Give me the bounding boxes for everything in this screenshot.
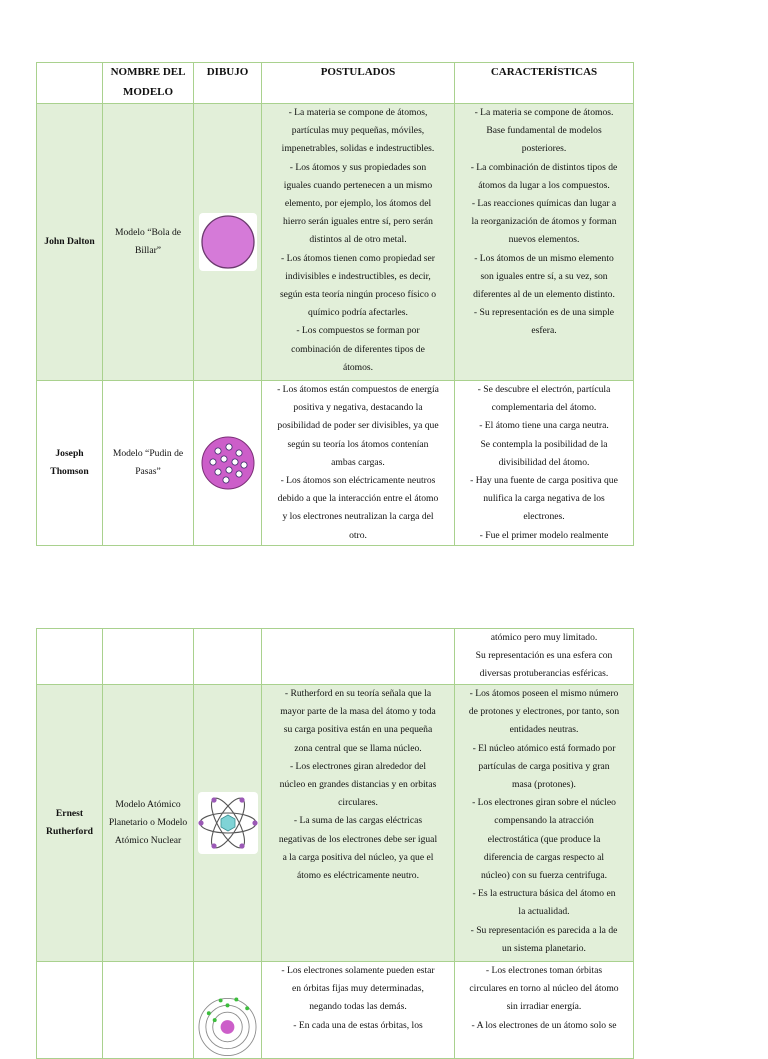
text-line: - La suma de las cargas eléctricas <box>293 815 423 827</box>
text-line: ambas cargas. <box>331 456 385 468</box>
text-line: masa (protones). <box>512 779 576 791</box>
text-line: posibilidad de poder ser divisibles, ya que <box>277 420 439 432</box>
text-line: entidades neutras. <box>509 724 579 736</box>
text-line: negativas de los electrones debe ser igual <box>278 833 438 845</box>
text-line: partículas muy pequeñas, móviles, <box>291 125 425 137</box>
text-line: distintos al de otro metal. <box>309 234 407 246</box>
text-line: - Los electrones giran alrededor del <box>289 760 427 772</box>
header-characteristics: CARACTERÍSTICAS <box>455 63 634 104</box>
text-line: sin irradiar energía. <box>506 1001 582 1013</box>
text-line: - El átomo tiene una carga neutra. <box>479 420 609 432</box>
header-scientist <box>37 63 103 104</box>
text-line: - La materia se compone de átomos, <box>288 107 428 118</box>
text-line: - Su representación es de una simple <box>473 307 615 319</box>
text-line: núcleo en grandes distancias y en orbitas <box>279 779 437 791</box>
characteristics-cell <box>455 629 634 685</box>
scientist-name: John Dalton <box>37 104 103 381</box>
text-line: - Rutherford en su teoría señala que la <box>284 688 432 699</box>
characteristics-cell <box>455 104 634 381</box>
text-line: elemento, por ejemplo, los átomos del <box>284 198 432 210</box>
text-line: negando todas las demás. <box>309 1001 407 1013</box>
header-postulates: POSTULADOS <box>262 63 455 104</box>
table-row-rutherford <box>37 685 634 962</box>
text-line: - Los compuestos se forman por <box>296 325 420 337</box>
text-line: - Hay una fuente de carga positiva que <box>470 475 618 487</box>
text-line: la reorganización de átomos y forman <box>471 216 617 228</box>
characteristics-cell <box>455 381 634 546</box>
text-line: diferencia de cargas respecto al <box>483 851 605 863</box>
table-row-thomson-continued <box>37 629 634 685</box>
text-line: circulares. <box>338 797 378 809</box>
text-line: son iguales entre sí, a su vez, son <box>480 270 608 282</box>
text-line: - Los electrones toman órbitas <box>485 965 603 976</box>
postulates-cell <box>262 104 455 381</box>
text-line: su carga positiva están en una pequeña <box>283 724 433 736</box>
table-header-row <box>37 63 634 104</box>
billiard-ball-atom-icon <box>199 213 257 271</box>
text-line: - La combinación de distintos tipos de <box>470 161 618 173</box>
model-drawing <box>194 685 262 962</box>
text-line: la actualidad. <box>518 906 570 918</box>
text-line: circulares en torno al núcleo del átomo <box>469 983 619 995</box>
text-line: electrones. <box>523 511 565 523</box>
model-name: Modelo “Pudin de Pasas” <box>103 381 194 546</box>
text-line: complementaria del átomo. <box>491 402 597 414</box>
model-drawing <box>194 962 262 1059</box>
text-line: compensando la atracción <box>494 815 594 827</box>
text-line: según esta teoría ningún proceso físico o <box>279 289 437 301</box>
text-line: en órbitas fijas muy determinadas, <box>292 983 424 995</box>
text-line: átomos da lugar a los compuestos. <box>478 179 610 191</box>
scientist-name <box>37 962 103 1059</box>
text-line: atómico pero muy limitado. <box>490 632 598 643</box>
text-line: - Es la estructura básica del átomo en <box>472 888 616 900</box>
text-line: impenetrables, solidas e indestructibles. <box>281 143 435 155</box>
text-line: - Los átomos tienen como propiedad ser <box>281 252 435 264</box>
postulates-cell <box>262 685 455 962</box>
text-line: hierro serán iguales entre sí, pero serán <box>283 216 433 228</box>
postulates-cell <box>262 381 455 546</box>
text-line: divisibilidad del átomo. <box>498 456 590 468</box>
text-line: combinación de diferentes tipos de <box>291 343 425 355</box>
postulates-cell <box>262 962 455 1059</box>
model-drawing <box>194 104 262 381</box>
text-line: - A los electrones de un átomo solo se <box>471 1019 617 1031</box>
text-line: - Se descubre el electrón, partícula <box>477 384 611 395</box>
table-row-bohr <box>37 962 634 1059</box>
text-line: núcleo) con su fuerza centrifuga. <box>481 870 607 882</box>
text-line: zona central que se llama núcleo. <box>294 742 422 754</box>
atomic-models-table-continued <box>36 628 634 1059</box>
model-drawing <box>194 381 262 546</box>
text-line: - La materia se compone de átomos. <box>474 107 614 118</box>
text-line: diversas protuberancias esféricas. <box>479 668 609 680</box>
table-row-dalton <box>37 104 634 381</box>
scientist-name: Joseph Thomson <box>37 381 103 546</box>
characteristics-cell <box>455 685 634 962</box>
model-name: Modelo “Bola de Billar” <box>103 104 194 381</box>
text-line: según su teoría los átomos contenían <box>287 438 429 450</box>
text-line: nulifica la carga negativa de los <box>483 493 605 505</box>
text-line: diferentes al de un elemento distinto. <box>473 289 615 301</box>
characteristics-cell <box>455 962 634 1059</box>
atomic-models-table <box>36 62 634 546</box>
text-line: átomos. <box>342 361 374 373</box>
bohr-orbit-atom-icon <box>197 996 258 1058</box>
text-line: - Las reacciones químicas dan lugar a <box>471 198 617 210</box>
text-line: químico podría afectarles. <box>308 307 408 319</box>
plum-pudding-atom-icon <box>199 434 257 492</box>
header-drawing: DIBUJO <box>194 63 262 104</box>
nuclear-atom-icon <box>198 792 258 854</box>
text-line: Base fundamental de modelos <box>486 125 602 137</box>
text-line: mayor parte de la masa del átomo y toda <box>280 706 436 718</box>
text-line: otro. <box>349 529 367 541</box>
text-line: - Los átomos de un mismo elemento <box>474 252 614 264</box>
text-line: un sistema planetario. <box>502 942 586 954</box>
text-line: - Los átomos y sus propiedades son <box>289 161 427 173</box>
model-name: Modelo Atómico Planetario o Modelo Atómico Nuclear <box>103 685 194 962</box>
table-row-thomson <box>37 381 634 546</box>
text-line: - Los electrones giran sobre el núcleo <box>472 797 616 809</box>
text-line: - Su representación es parecida a la de <box>470 924 618 936</box>
text-line: positiva y negativa, destacando la <box>293 402 423 414</box>
text-line: debido a que la interacción entre el átomo <box>277 493 439 505</box>
text-line: nuevos elementos. <box>508 234 580 246</box>
model-name <box>103 962 194 1059</box>
text-line: - Los electrones solamente pueden estar <box>281 965 435 976</box>
text-line: y los electrones neutralizan la carga del <box>282 511 434 523</box>
text-line: átomo es eléctricamente neutro. <box>297 870 419 882</box>
text-line: - Los átomos están compuestos de energía <box>277 384 439 395</box>
text-line: partículas de carga positiva y gran <box>478 760 610 772</box>
text-line: indivisibles e indestructibles, es decir, <box>285 270 431 282</box>
text-line: - Fue el primer modelo realmente <box>479 529 609 541</box>
text-line: a la carga positiva del núcleo, ya que el <box>282 851 434 863</box>
scientist-name: Ernest Rutherford <box>37 685 103 962</box>
text-line: electrostática (que produce la <box>487 833 601 845</box>
text-line: - El núcleo atómico está formado por <box>472 742 616 754</box>
text-line: de protones y electrones, por tanto, son <box>468 706 620 718</box>
text-line: - En cada una de estas órbitas, los <box>293 1019 423 1031</box>
text-line: Se contempla la posibilidad de la <box>480 438 608 450</box>
text-line: iguales cuando pertenecen a un mismo <box>283 179 433 191</box>
text-line: esfera. <box>531 325 557 337</box>
text-line: posteriores. <box>521 143 567 155</box>
text-line: - Los átomos poseen el mismo número <box>469 688 619 699</box>
text-line: Su representación es una esfera con <box>475 650 613 662</box>
header-model-name: NOMBRE DEL MODELO <box>103 63 194 104</box>
text-line: - Los átomos son eléctricamente neutros <box>280 475 436 487</box>
